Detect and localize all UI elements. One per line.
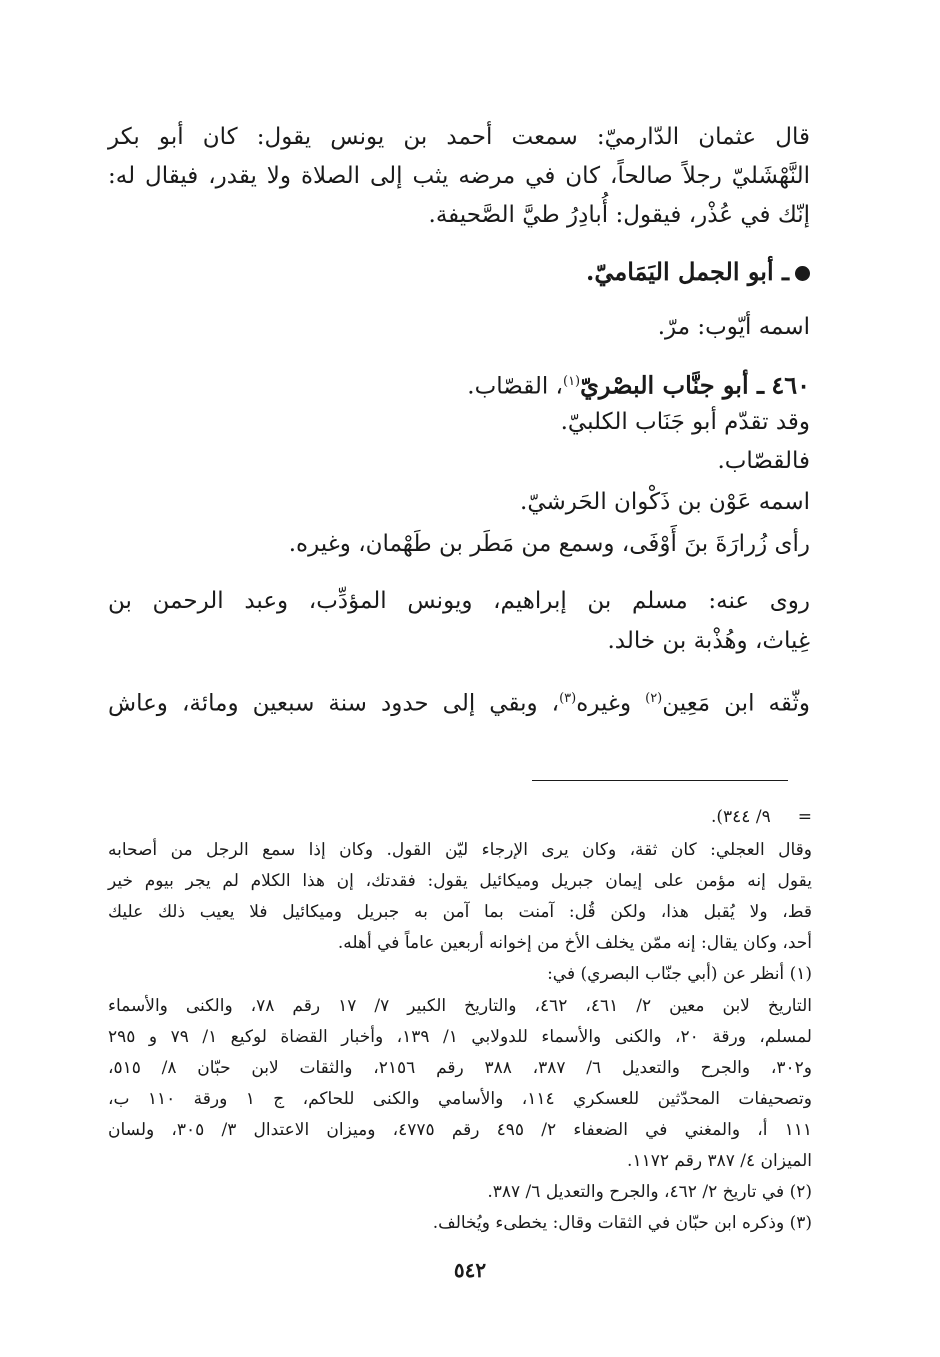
footnote-line: أحد، وكان يقال: إنه ممّن يخلف الأخ من إخوانه أربعين عاماً في أهله.: [337, 933, 812, 953]
entry-heading-text: ـ أبو جنَّاب البصْريّ: [580, 370, 765, 400]
page-number: ٥٤٢: [453, 1258, 487, 1282]
paragraph-line: إنّك في عُذْر، فيقول: أُبادِرُ طيَّ الصَّحيفة.: [428, 202, 810, 228]
paragraph-line: رأى زُرارَةَ بنَ أَوْفَى، وسمع من مَطَر بن طَهْمان، وغيره.: [288, 531, 810, 557]
paragraph-line: وقد تقدّم أبو جَنَاب الكلبيّ.: [560, 409, 810, 435]
footnote-text: أنظر عن (أبي جنّاب البصري) في:: [547, 964, 785, 984]
footnote-continuation: [108, 802, 812, 833]
entry-heading-tail: ، القصّاب.: [467, 373, 563, 400]
footnote-line: التاريخ لابن معين ٢/ ٤٦١، ٤٦٢، والتاريخ الكبير ٧/ ١٧ رقم ٧٨، والكنى والأسماء: [108, 996, 813, 1016]
paragraph-line: فالقصّاب.: [717, 448, 810, 474]
entry-heading-460: [108, 362, 810, 407]
paragraph-line: غِياث، وهُذْبة بن خالد.: [607, 628, 810, 654]
footnote-line: الميزان ٤/ ٣٨٧ رقم ١١٧٢.: [627, 1151, 812, 1171]
footnote-ref: (١): [562, 374, 581, 389]
entry-heading: [108, 252, 810, 291]
footnote-2: [108, 1177, 812, 1208]
paragraph-line: اسمه عَوْن بن ذَكْوان الحَرشيّ.: [520, 489, 810, 515]
footnote-3: [108, 1208, 812, 1239]
bullet-icon: [795, 266, 810, 281]
footnote-text: في تاريخ ٢/ ٤٦٢، والجرح والتعديل ٦/ ٣٨٧.: [487, 1182, 785, 1202]
paragraph-line: قال عثمان الدّارميّ: سمعت أحمد بن يونس يقول: كان أبو بكر: [108, 124, 810, 150]
footnote-line: يقول إنه مؤمن على إيمان جبريل وميكائيل يقول: فقدتك، إن هذا الكلام لم يجر بيوم خير: [108, 871, 812, 891]
footnote-line: لمسلم، ورقة ٢٠، والكنى والأسماء للدولابي ١/ ١٣٩، وأخبار القضاة لوكيع ١/ ٧٩ و ٢٩٥: [108, 1027, 812, 1047]
footnote-separator: [532, 780, 788, 781]
text-run: وثّقه ابن مَعِين: [662, 690, 810, 717]
footnote-1-head: [108, 959, 812, 990]
entry-number: ٤٦٠: [771, 370, 810, 400]
footnote-label: (٣): [789, 1213, 812, 1233]
footnote-line: قط، ولا يُقبل هذا، ولكن قُل: آمنت بما آمن به جبريل وميكائيل فلا يعيب ذلك عليك: [108, 902, 812, 922]
paragraph-line: النَّهْشَليّ رجلاً صالحاً، كان في مرضه يثب إلى الصلاة ولا يقدر، فيقال له:: [108, 163, 810, 189]
text-run: وغيره: [576, 690, 646, 717]
footnote-label: (٢): [789, 1182, 812, 1202]
footnote-ref: (٣): [559, 691, 577, 706]
footnote-ref: (٢): [645, 691, 663, 706]
footnote-text: وذكره ابن حبّان في الثقات وقال: يخطىء ويُخالف.: [432, 1213, 785, 1233]
footnote-line: و٣٠٢، والجرح والتعديل ٦/ ٣٨٧، ٣٨٨ رقم ٢١٥٦، والثقات لابن حبّان ٨/ ٥١٥،: [108, 1058, 812, 1078]
footnote-line: وقال العجلي: كان ثقة، وكان يرى الإرجاء ليّن القول. وكان إذا سمع الرجل من أصحابه: [108, 840, 812, 860]
footnote-line: وتصحيفات المحدّثين للعسكري ١١٤، والأسامي والكنى للحاكم، ج ١ ورقة ١١٠ ب،: [108, 1089, 812, 1109]
paragraph-line: روى عنه: مسلم بن إبراهيم، ويونس المؤدِّب، وعبد الرحمن بن: [108, 588, 810, 614]
footnote-text: ٩/ ٣٤٤).: [710, 807, 771, 827]
entry-heading-text: ـ أبو الجمل اليَمَاميّ.: [586, 257, 789, 286]
footnote-label: (١): [789, 964, 812, 984]
footnote-line: ١١١ أ، والمغني في الضعفاء ٢/ ٤٩٥ رقم ٤٧٧٥، وميزان الاعتدال ٣/ ٣٠٥، ولسان: [108, 1120, 813, 1140]
paragraph-line: اسمه أيّوب: مرّ.: [657, 314, 810, 340]
paragraph-line: [108, 679, 810, 724]
continuation-mark: =: [797, 807, 812, 827]
text-run: ، وبقي إلى حدود سنة سبعين ومائة، وعاش: [108, 690, 560, 717]
